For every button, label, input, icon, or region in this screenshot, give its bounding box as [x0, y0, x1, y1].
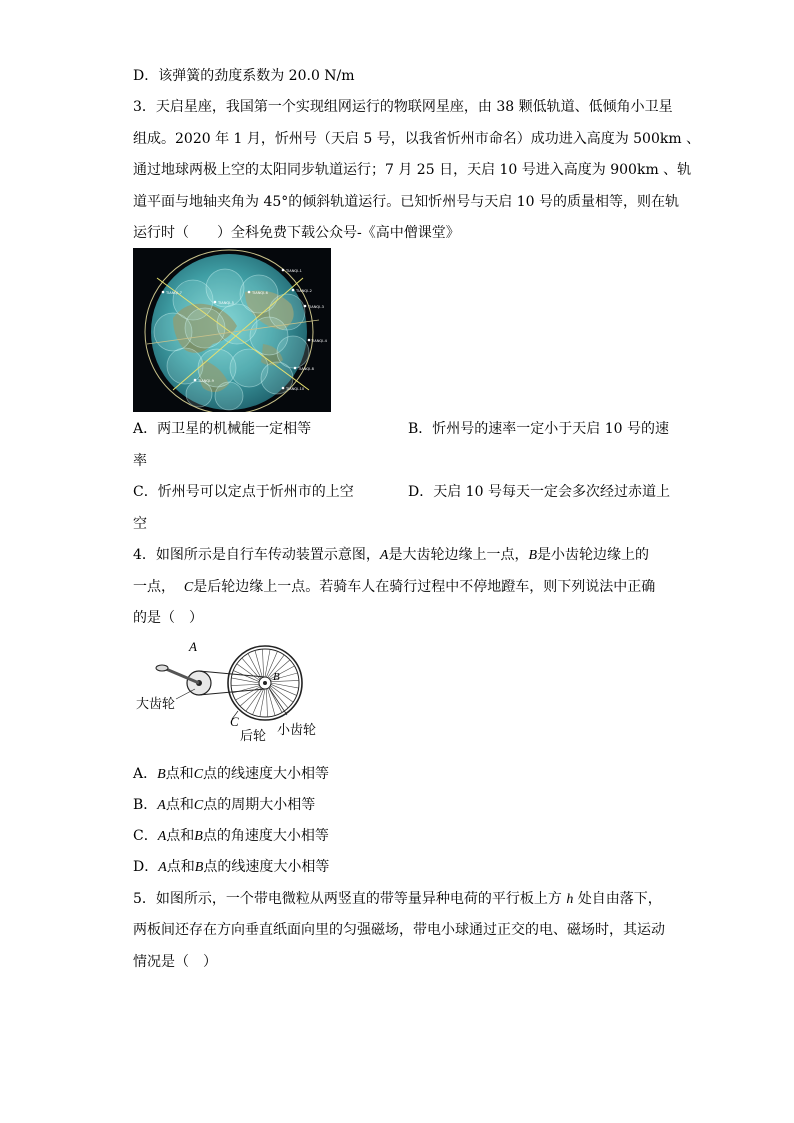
label-big-gear: 大齿轮	[136, 697, 176, 712]
q3-option-d-continued: 空	[133, 516, 147, 532]
wheel-spoke	[266, 689, 267, 717]
satellite-constellation-image	[133, 248, 331, 412]
q4-option-b: B．A点和C点的周期大小相等	[133, 797, 316, 813]
q2-option-d: D．该弹簧的劲度系数为 20.0 N/m	[133, 68, 355, 84]
q3-stem-line-3: 通过地球两极上空的太阳同步轨道运行；7 月 25 日，天启 10 号进入高度为 900km 、轨	[133, 162, 692, 178]
label-point-c: C	[230, 714, 239, 729]
wheel-spoke	[260, 689, 265, 717]
q5-stem-line-1: 5．如图所示，一个带电微粒从两竖直的带等量异种电荷的平行板上方 h 处自由落下，	[133, 891, 662, 907]
q3-option-b-continued: 率	[133, 453, 147, 469]
svg-text:TIANQI-9: TIANQI-9	[198, 379, 214, 383]
label-small-gear: 小齿轮	[277, 723, 317, 738]
wheel-spoke	[253, 689, 264, 715]
wheel-spoke	[271, 684, 297, 695]
q4-stem-line-2: 一点， C是后轮边缘上一点。若骑车人在骑行过程中不停地蹬车，则下列说法中正确	[133, 579, 656, 595]
svg-text:TIANQI-3: TIANQI-3	[308, 305, 324, 309]
svg-text:TIANQI-7: TIANQI-7	[166, 291, 182, 295]
wheel-spoke	[270, 687, 288, 708]
q3-option-b: B．忻州号的速率一定小于天启 10 号的速	[408, 421, 670, 437]
q3-stem-line-4: 道平面与地轴夹角为 45°的倾斜轨道运行。已知忻州号与天启 10 号的质量相等，则在轨	[133, 194, 679, 210]
wheel-spoke	[265, 649, 270, 677]
q3-stem-line-2: 组成。2020 年 1 月，忻州号（天启 5 号，以我省忻州市命名）成功进入高度为 500km 、	[133, 131, 701, 147]
svg-text:TIANQI-8: TIANQI-8	[298, 367, 314, 371]
q4-option-d: D．A点和B点的线速度大小相等	[133, 859, 330, 875]
q4-option-a: A．B点和C点的线速度大小相等	[133, 766, 330, 782]
svg-text:TIANQI-6: TIANQI-6	[252, 291, 268, 295]
q5-stem-line-2: 两板间还存在方向垂直纸面向里的匀强磁场，带电小球通过正交的电、磁场时，其运动	[133, 922, 665, 938]
svg-text:TIANQI-10: TIANQI-10	[286, 387, 305, 391]
q3-option-a: A．两卫星的机械能一定相等	[133, 421, 312, 437]
wheel-spoke	[237, 664, 260, 681]
svg-text:TIANQI-1: TIANQI-1	[286, 269, 302, 273]
q4-stem-line-1: 4．如图所示是自行车传动装置示意图，A是大齿轮边缘上一点，B是小齿轮边缘上的	[133, 547, 650, 563]
label-point-a: A	[189, 639, 197, 654]
label-point-b: B	[273, 671, 280, 683]
wheel-spoke	[246, 688, 263, 711]
q4-stem-line-3: 的是（ ）	[133, 610, 203, 626]
wheel-spoke	[270, 686, 293, 703]
wheel-spoke	[231, 684, 259, 685]
q3-stem-line-1: 3．天启星座，我国第一个实现组网运行的物联网星座，由 38 颗低轨道、低倾角小卫星	[133, 99, 673, 115]
q5-stem-line-3: 情况是（ ）	[133, 954, 217, 970]
q3-option-d: D．天启 10 号每天一定会多次经过赤道上	[408, 484, 670, 500]
svg-text:TIANQI-2: TIANQI-2	[296, 289, 312, 293]
wheel-spoke	[231, 678, 259, 683]
wheel-spoke	[262, 649, 263, 677]
svg-text:TIANQI-4: TIANQI-4	[311, 339, 327, 343]
q3-option-c: C．忻州号可以定点于忻州市的上空	[133, 484, 354, 500]
label-rear-wheel: 后轮	[240, 729, 267, 744]
svg-text:TIANQI-5: TIANQI-5	[218, 301, 234, 305]
q4-option-c: C．A点和B点的角速度大小相等	[133, 828, 329, 844]
q3-stem-line-5: 运行时（ ）全科免费下载公众号-《高中僧课堂》	[133, 225, 460, 241]
